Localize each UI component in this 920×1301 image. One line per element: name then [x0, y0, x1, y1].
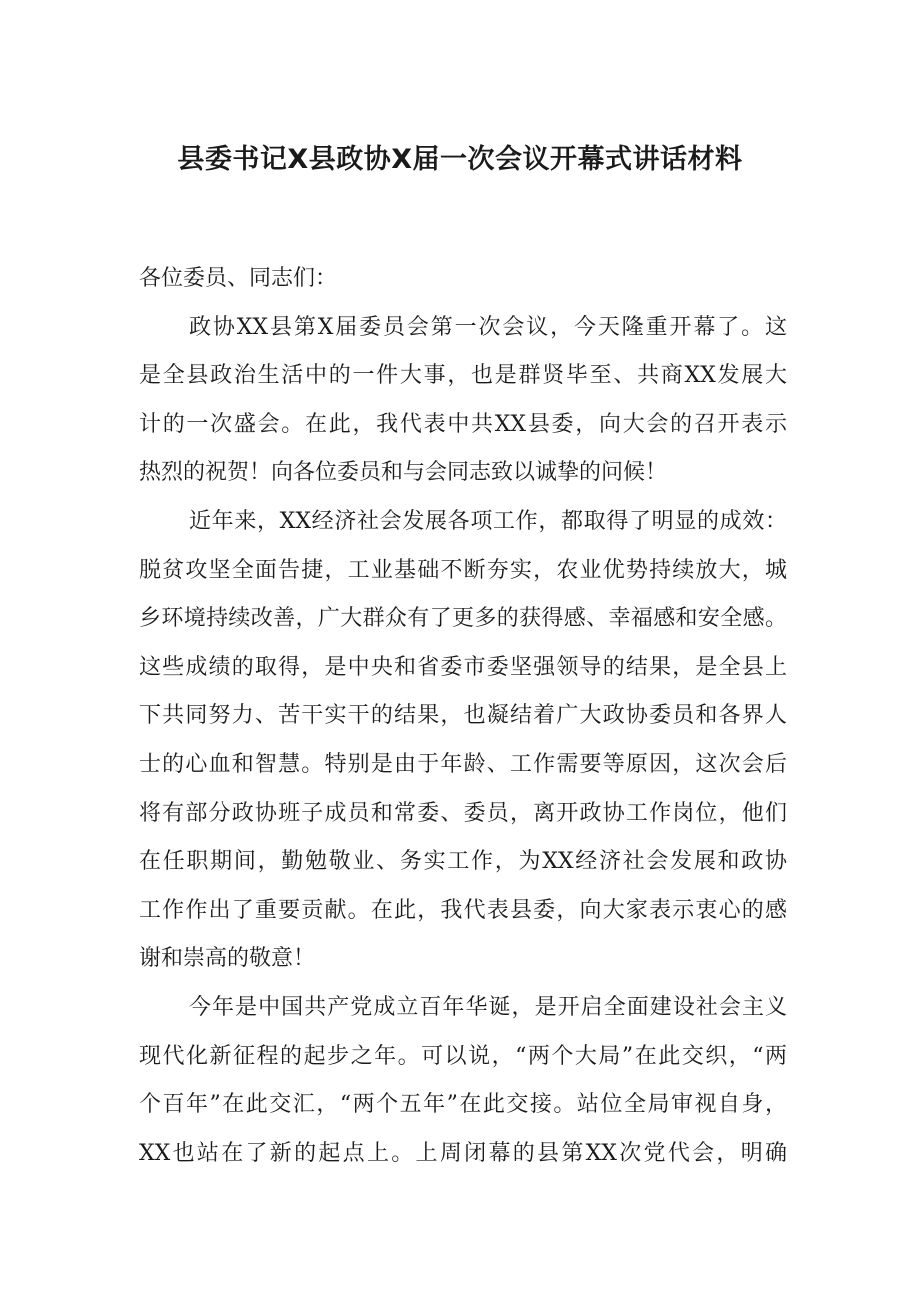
- paragraph-line: 下共同努力、苦干实干的结果，也凝结着广大政协委员和各界人: [139, 703, 787, 729]
- paragraph-line: 计的一次盛会。在此，我代表中共XX县委，向大会的召开表示: [139, 411, 787, 437]
- paragraph-line: 政协XX县第X届委员会第一次会议，今天隆重开幕了。这: [189, 314, 787, 340]
- paragraph-line: 今年是中国共产党成立百年华诞，是开启全面建设社会主义: [189, 994, 787, 1020]
- paragraph-2: [139, 498, 787, 984]
- paragraph-line: 工作作出了重要贡献。在此，我代表县委，向大家表示衷心的感: [139, 897, 787, 923]
- paragraph-line: 近年来，XX经济社会发展各项工作，都取得了明显的成效：: [189, 508, 787, 534]
- document-body: [139, 255, 787, 1178]
- paragraph-3: [139, 984, 787, 1178]
- paragraph-line: 这些成绩的取得，是中央和省委市委坚强领导的结果，是全县上: [139, 654, 787, 680]
- paragraph-line: 个百年”在此交汇，“两个五年”在此交接。站位全局审视自身，: [139, 1092, 787, 1118]
- paragraph-line: 士的心血和智慧。特别是由于年龄、工作需要等原因，这次会后: [139, 751, 787, 777]
- document-title: 县委书记X县政协X届一次会议开幕式讲话材料: [177, 144, 743, 175]
- paragraph-1: [139, 304, 787, 498]
- paragraph-line: XX也站在了新的起点上。上周闭幕的县第XX次党代会，明确: [139, 1140, 787, 1166]
- paragraph-line: 谢和崇高的敬意！: [139, 946, 316, 972]
- paragraph-line: 乡环境持续改善，广大群众有了更多的获得感、幸福感和安全感。: [139, 606, 787, 632]
- paragraph-line: 脱贫攻坚全面告捷，工业基础不断夯实，农业优势持续放大，城: [139, 557, 787, 583]
- paragraph-line: 是全县政治生活中的一件大事，也是群贤毕至、共商XX发展大: [139, 363, 787, 389]
- paragraph-line: 将有部分政协班子成员和常委、委员，离开政协工作岗位，他们: [139, 800, 787, 826]
- paragraph-line: 热烈的祝贺！向各位委员和与会同志致以诚挚的问候！: [139, 460, 668, 486]
- paragraph-line: 现代化新征程的起步之年。可以说，“两个大局”在此交织，“两: [139, 1043, 787, 1069]
- salutation: 各位委员、同志们：: [139, 266, 338, 291]
- paragraph-line: 在任职期间，勤勉敬业、务实工作，为XX经济社会发展和政协: [139, 849, 787, 875]
